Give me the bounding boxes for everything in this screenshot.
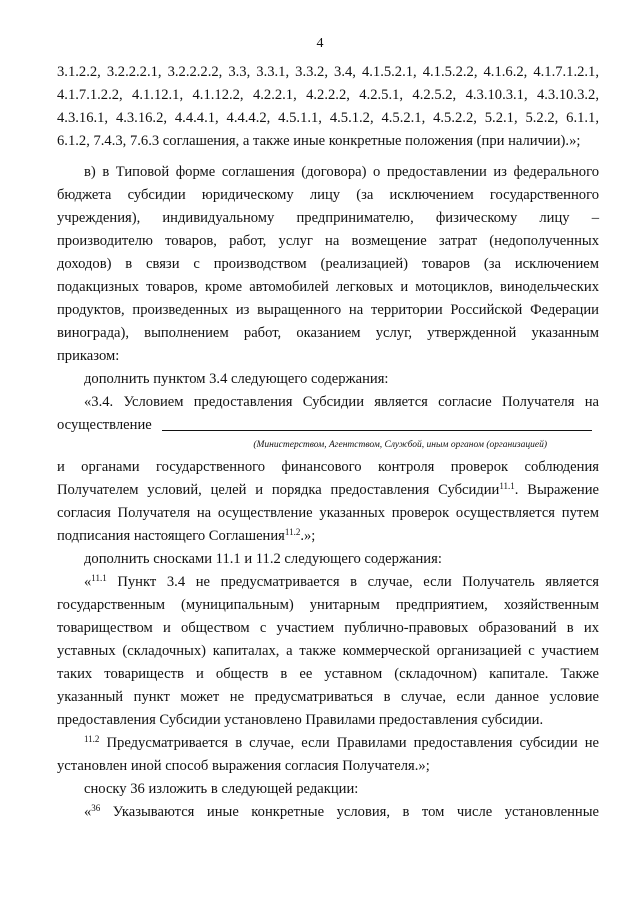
footnote-ref-11-1: 11.1 <box>499 481 515 491</box>
clause-v-line: подакцизных товаров, кроме автомобилей легковых и мотоциклов, винодельческих <box>57 279 599 295</box>
point-3-4-line: Получателем условий, целей и порядка предоставления Субсидии$^{11.1}$. Выражение <box>57 481 600 498</box>
section-number-list-line: 4.3.16.1, 4.3.16.2, 4.4.4.1, 4.4.4.2, 4.5.1.1, 4.5.1.2, 4.5.2.1, 4.5.2.2, 5.2.1, 5.2.2, 6.1.1, <box>57 110 599 126</box>
point-3-4-line-with-blank <box>57 414 599 437</box>
add-point-3-4-instruction: дополнить пунктом 3.4 следующего содержания: <box>84 371 389 387</box>
footnote-36-instruction: сноску 36 изложить в следующей редакции: <box>84 781 359 797</box>
clause-v-line: винограда), выполнением работ, оказанием услуг, утвержденной указанным <box>57 325 599 341</box>
point-3-4-text: осуществление <box>57 417 152 433</box>
footnote-11-1-line: товариществом и обществом с участием публично-правовых образований в их <box>57 620 599 636</box>
footnote-11-1-line: указанный пункт может не предусматриваться в случае, если данное условие <box>57 689 599 705</box>
footnote-11-2-line: установлен иной способ выражения согласия Получателя.»; <box>57 758 430 774</box>
add-footnotes-instruction: дополнить сносками 11.1 и 11.2 следующего содержания: <box>84 551 442 567</box>
blank-field-hint: (Министерством, Агентством, Службой, иным органом (организацией) <box>253 440 547 450</box>
footnote-11-1-line: «$^{11.1}$ Пункт 3.4 не предусматривается в случае, если Получатель является <box>84 573 599 590</box>
footnote-11-1-line: предоставления Субсидии установлено Правилами предоставления субсидии. <box>57 712 544 728</box>
footnote-mark-11-1: 11.1 <box>91 573 107 583</box>
point-3-4-line: согласия Получателя на осуществление указанных проверок осуществляется путем <box>57 505 599 521</box>
clause-v-line: производителю товаров, работ, услуг на возмещение затрат (недополученных <box>57 233 599 249</box>
clause-v-line: в) в Типовой форме соглашения (договора) о предоставлении из федерального <box>84 164 599 180</box>
section-number-list-line: 6.1.2, 7.4.3, 7.6.3 соглашения, а также иные конкретные положения (при наличии).»; <box>57 133 581 149</box>
point-3-4-line: «3.4. Условием предоставления Субсидии является согласие Получателя на <box>84 394 599 410</box>
footnote-11-2-line: $^{11.2}$ Предусматривается в случае, если Правилами предоставления субсидии не <box>84 734 599 751</box>
footnote-mark-11-2: 11.2 <box>84 734 100 744</box>
footnote-36-line: «$^{36}$ Указываются иные конкретные условия, в том числе установленные <box>84 803 599 820</box>
clause-v-line: учреждения), индивидуальному предпринимателю, физическому лицу – <box>57 210 599 226</box>
clause-v-line: бюджета субсидии юридическому лицу (за исключением государственного <box>57 187 599 203</box>
footnote-11-1-line: уставных (складочных) капиталах, а также коммерческой организацией с участием <box>57 643 599 659</box>
section-number-list-line: 3.1.2.2, 3.2.2.2.1, 3.2.2.2.2, 3.3, 3.3.1, 3.3.2, 3.4, 4.1.5.2.1, 4.1.5.2.2, 4.1.6.2, 4.1.7.1.2.1, <box>57 64 599 80</box>
section-number-list-line: 4.1.7.1.2.2, 4.1.12.1, 4.1.12.2, 4.2.2.1, 4.2.2.2, 4.2.5.1, 4.2.5.2, 4.3.10.3.1, 4.3.10.3.2, <box>57 87 599 103</box>
footnote-11-1-line: государственным (муниципальным) унитарным предприятием, хозяйственным <box>57 597 599 613</box>
footnote-11-1-line: таких товариществ и обществ в ее уставном (складочном) капитале. Также <box>57 666 599 682</box>
footnote-mark-36: 36 <box>91 803 101 813</box>
footnote-ref-11-2: 11.2 <box>284 527 301 537</box>
point-3-4-line: и органами государственного финансового контроля проверок соблюдения <box>57 459 599 475</box>
clause-v-line: доходов) в связи с производством (реализацией) товаров (за исключением <box>57 256 599 272</box>
clause-v-line: приказом: <box>57 348 120 364</box>
page-number: 4 <box>316 36 324 51</box>
point-3-4-line: подписания настоящего Соглашения$^{11.2}$.»; <box>57 527 316 544</box>
document-body <box>57 61 599 824</box>
fill-in-blank-line <box>162 416 592 431</box>
clause-v-line: продуктов, произведенных из выращенного на территории Российской Федерации <box>57 302 599 318</box>
